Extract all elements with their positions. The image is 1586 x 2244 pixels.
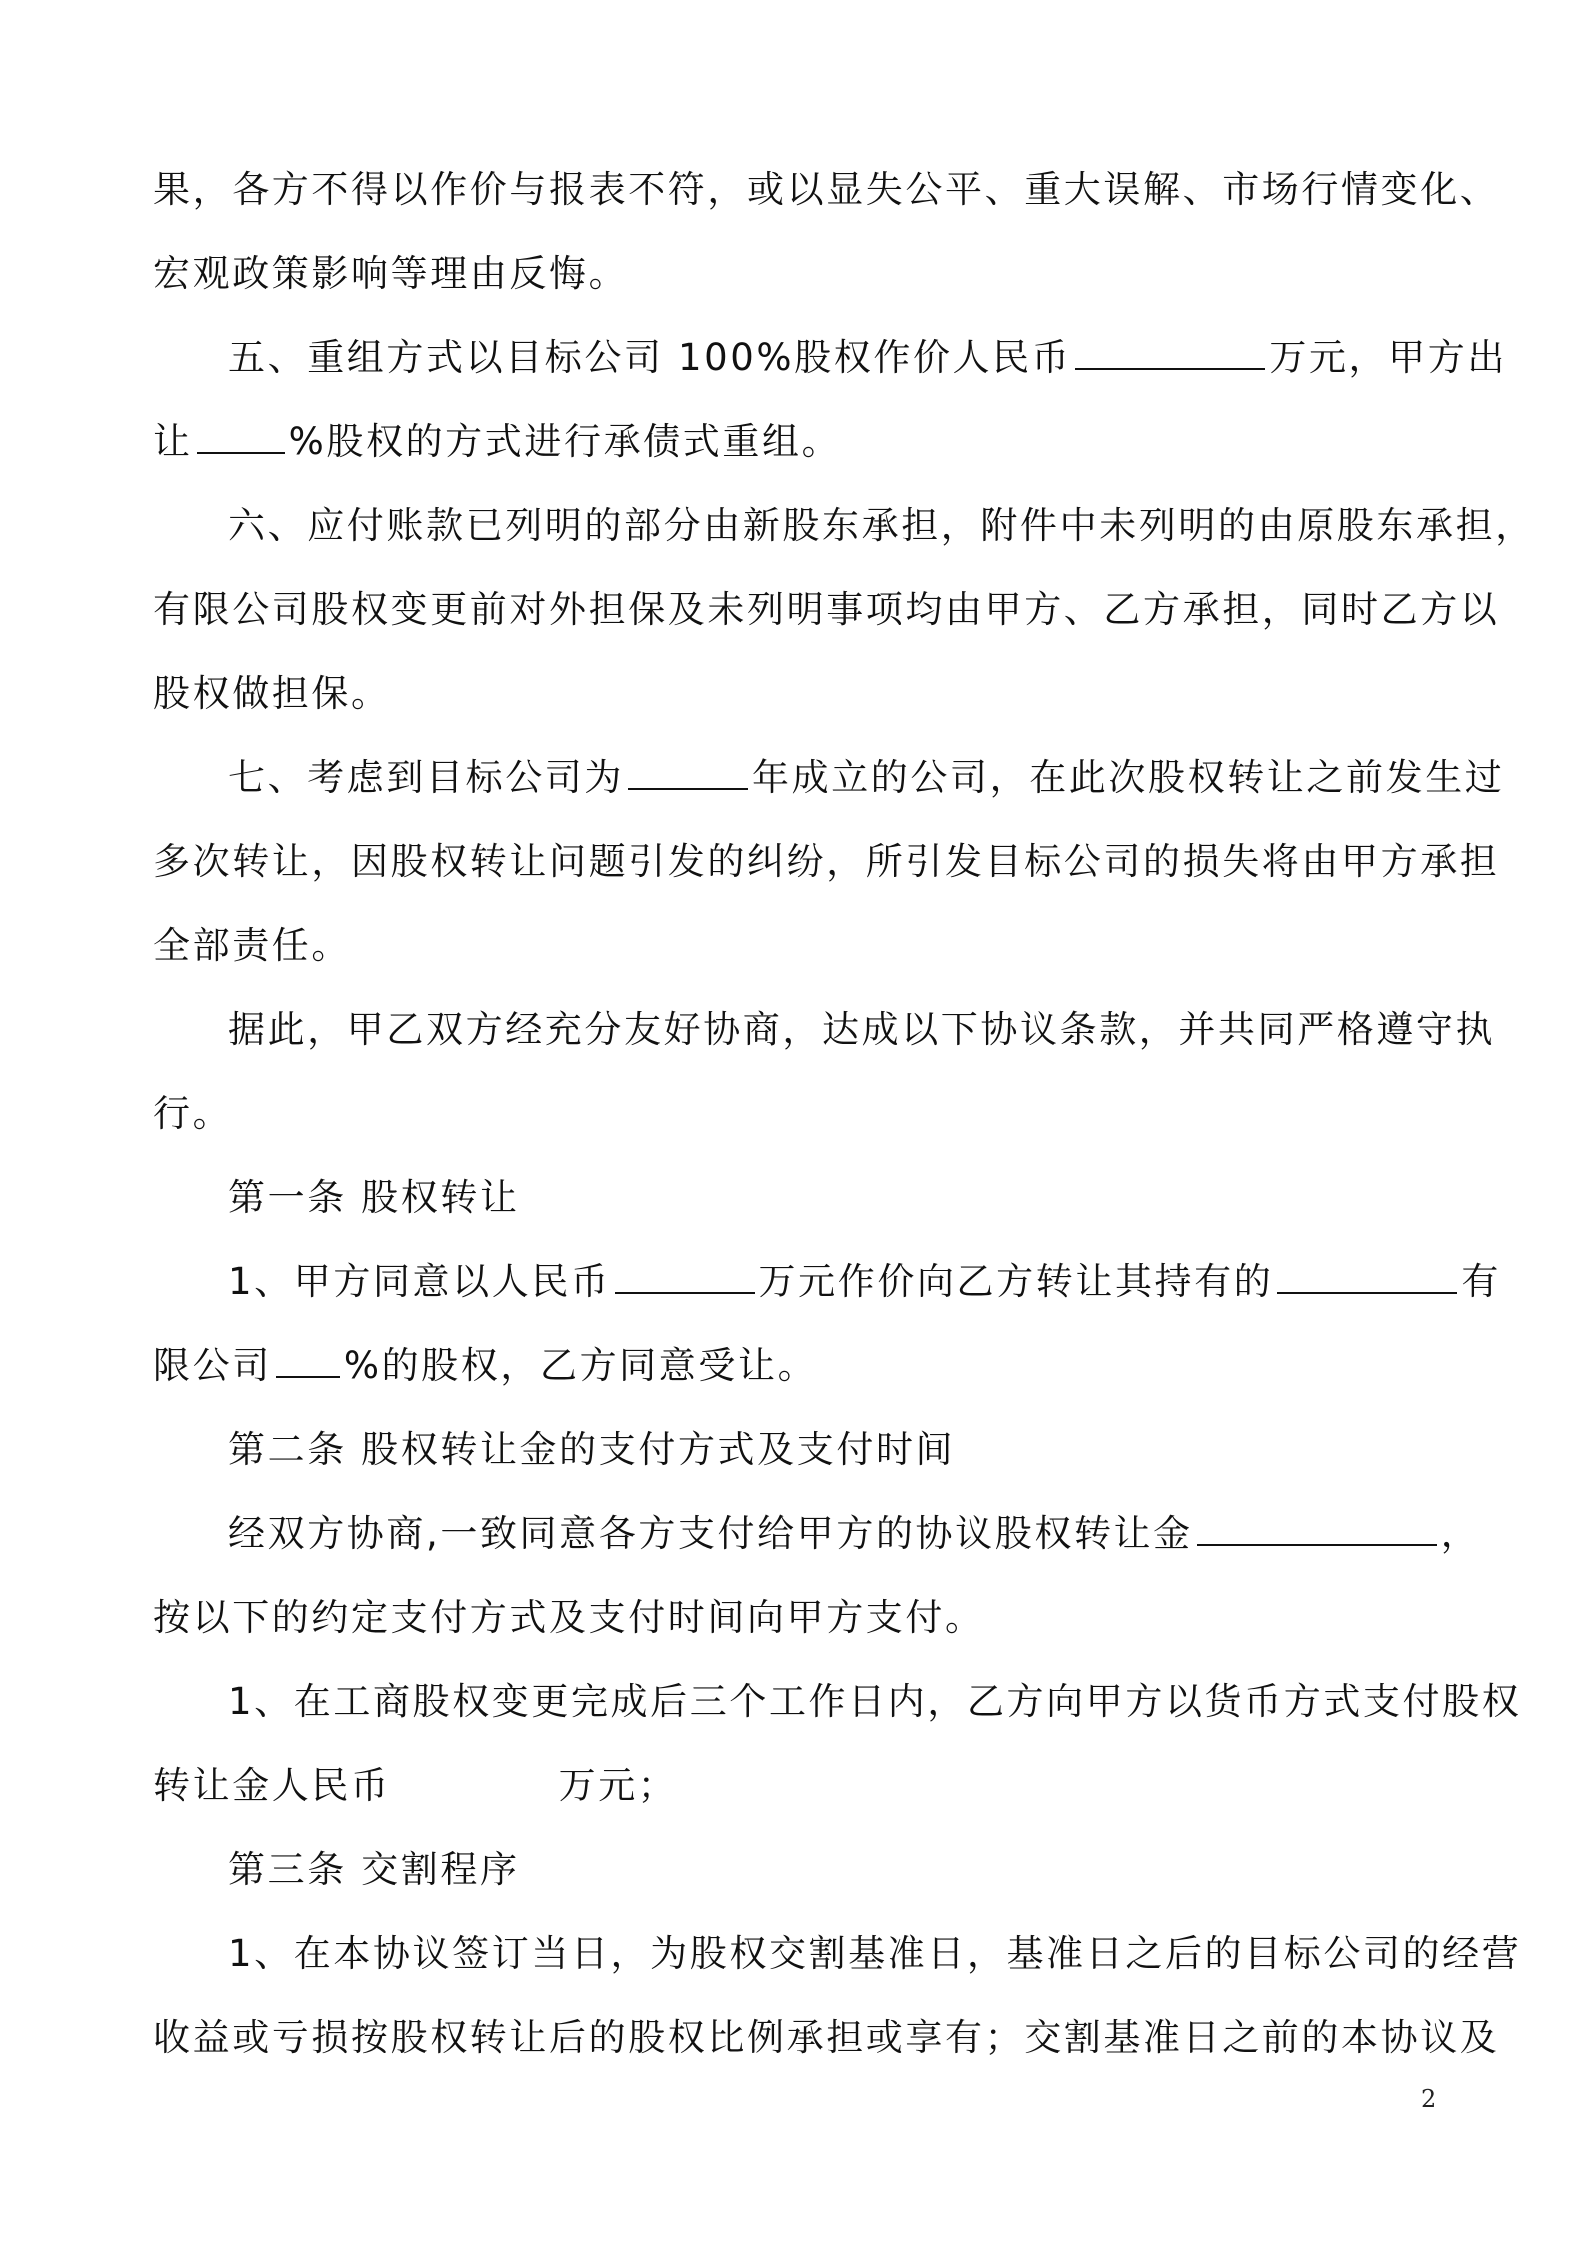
fill-in-blank[interactable] [276, 1342, 340, 1378]
paragraph-line [153, 416, 841, 468]
text-segment: 全部责任。 [153, 924, 351, 967]
paragraph-line [228, 752, 1504, 804]
text-segment: 万元； [558, 1764, 678, 1807]
text-segment: 1、甲方同意以人民币 [228, 1260, 611, 1303]
text-segment: 多次转让，因股权转让问题引发的纠纷，所引发目标公司的损失将由甲方承担 [153, 840, 1500, 883]
fill-in-blank[interactable] [1075, 334, 1265, 370]
text-segment: 有 [1461, 1260, 1501, 1303]
text-segment: 限公司 [153, 1344, 272, 1387]
text-segment: 经双方协商,一致同意各方支付给甲方的协议股权转让金 [228, 1512, 1193, 1555]
paragraph-line [228, 500, 1535, 552]
paragraph-line [153, 584, 1499, 636]
text-segment: 按以下的约定支付方式及支付时间向甲方支付。 [153, 1596, 985, 1639]
paragraph-line [228, 1928, 1521, 1980]
text-segment: 果，各方不得以作价与报表不符，或以显失公平、重大误解、市场行情变化、 [153, 168, 1500, 211]
paragraph-line [228, 1004, 1495, 1056]
paragraph-line [153, 668, 391, 720]
text-segment: 万元作价向乙方转让其持有的 [758, 1260, 1274, 1303]
text-segment: 1、在本协议签订当日，为股权交割基准日，基准日之后的目标公司的经营 [228, 1932, 1522, 1975]
text-segment: 年成立的公司，在此次股权转让之前发生过 [752, 756, 1505, 799]
text-segment: 股权做担保。 [153, 672, 391, 715]
article-heading [228, 1424, 955, 1476]
fill-in-blank[interactable] [615, 1258, 755, 1294]
fill-in-blank[interactable] [1197, 1510, 1437, 1546]
text-segment: 七、考虑到目标公司为 [228, 756, 624, 799]
text-segment: 行。 [153, 1092, 233, 1135]
paragraph-line [153, 920, 351, 972]
article-heading [228, 1844, 520, 1896]
text-segment: 转让金人民币 [153, 1764, 391, 1807]
paragraph-line [153, 2012, 1499, 2064]
text-segment: 宏观政策影响等理由反悔。 [153, 252, 629, 295]
paragraph-line [153, 836, 1499, 888]
text-segment: 有限公司股权变更前对外担保及未列明事项均由甲方、乙方承担，同时乙方以 [153, 588, 1500, 631]
paragraph-line [153, 1340, 817, 1392]
paragraph-line [228, 1256, 1501, 1308]
paragraph-line [228, 1508, 1480, 1560]
fill-in-blank[interactable] [628, 754, 748, 790]
paragraph-line [153, 248, 628, 300]
text-segment: 第一条 股权转让 [228, 1176, 520, 1219]
article-heading [228, 1172, 520, 1224]
text-segment: 六、应付账款已列明的部分由新股东承担，附件中未列明的由原股东承担， [228, 504, 1535, 547]
fill-in-blank[interactable] [1277, 1258, 1457, 1294]
fill-in-blank[interactable] [197, 418, 285, 454]
text-segment: 据此，甲乙双方经充分友好协商，达成以下协议条款，并共同严格遵守执 [228, 1008, 1496, 1051]
text-segment: %的股权，乙方同意受让。 [343, 1344, 818, 1387]
text-segment: 第三条 交割程序 [228, 1848, 520, 1891]
paragraph-line [228, 332, 1507, 384]
text-segment: ， [1440, 1512, 1481, 1555]
paragraph-line [228, 1676, 1521, 1728]
text-segment: 收益或亏损按股权转让后的股权比例承担或享有；交割基准日之前的本协议及 [153, 2016, 1500, 2059]
text-segment: %股权的方式进行承债式重组。 [288, 420, 842, 463]
text-segment: 五、重组方式以目标公司 100%股权作价人民币 [228, 336, 1072, 379]
text-segment: 万元，甲方出 [1269, 336, 1507, 379]
page-number: 2 [1421, 2085, 1437, 2113]
text-segment: 1、在工商股权变更完成后三个工作日内，乙方向甲方以货币方式支付股权 [228, 1680, 1522, 1723]
paragraph-line [153, 1760, 677, 1812]
text-segment: 让 [153, 420, 193, 463]
paragraph-line [153, 1592, 985, 1644]
paragraph-line [153, 164, 1499, 216]
text-segment: 第二条 股权转让金的支付方式及支付时间 [228, 1428, 956, 1471]
paragraph-line [153, 1088, 232, 1140]
